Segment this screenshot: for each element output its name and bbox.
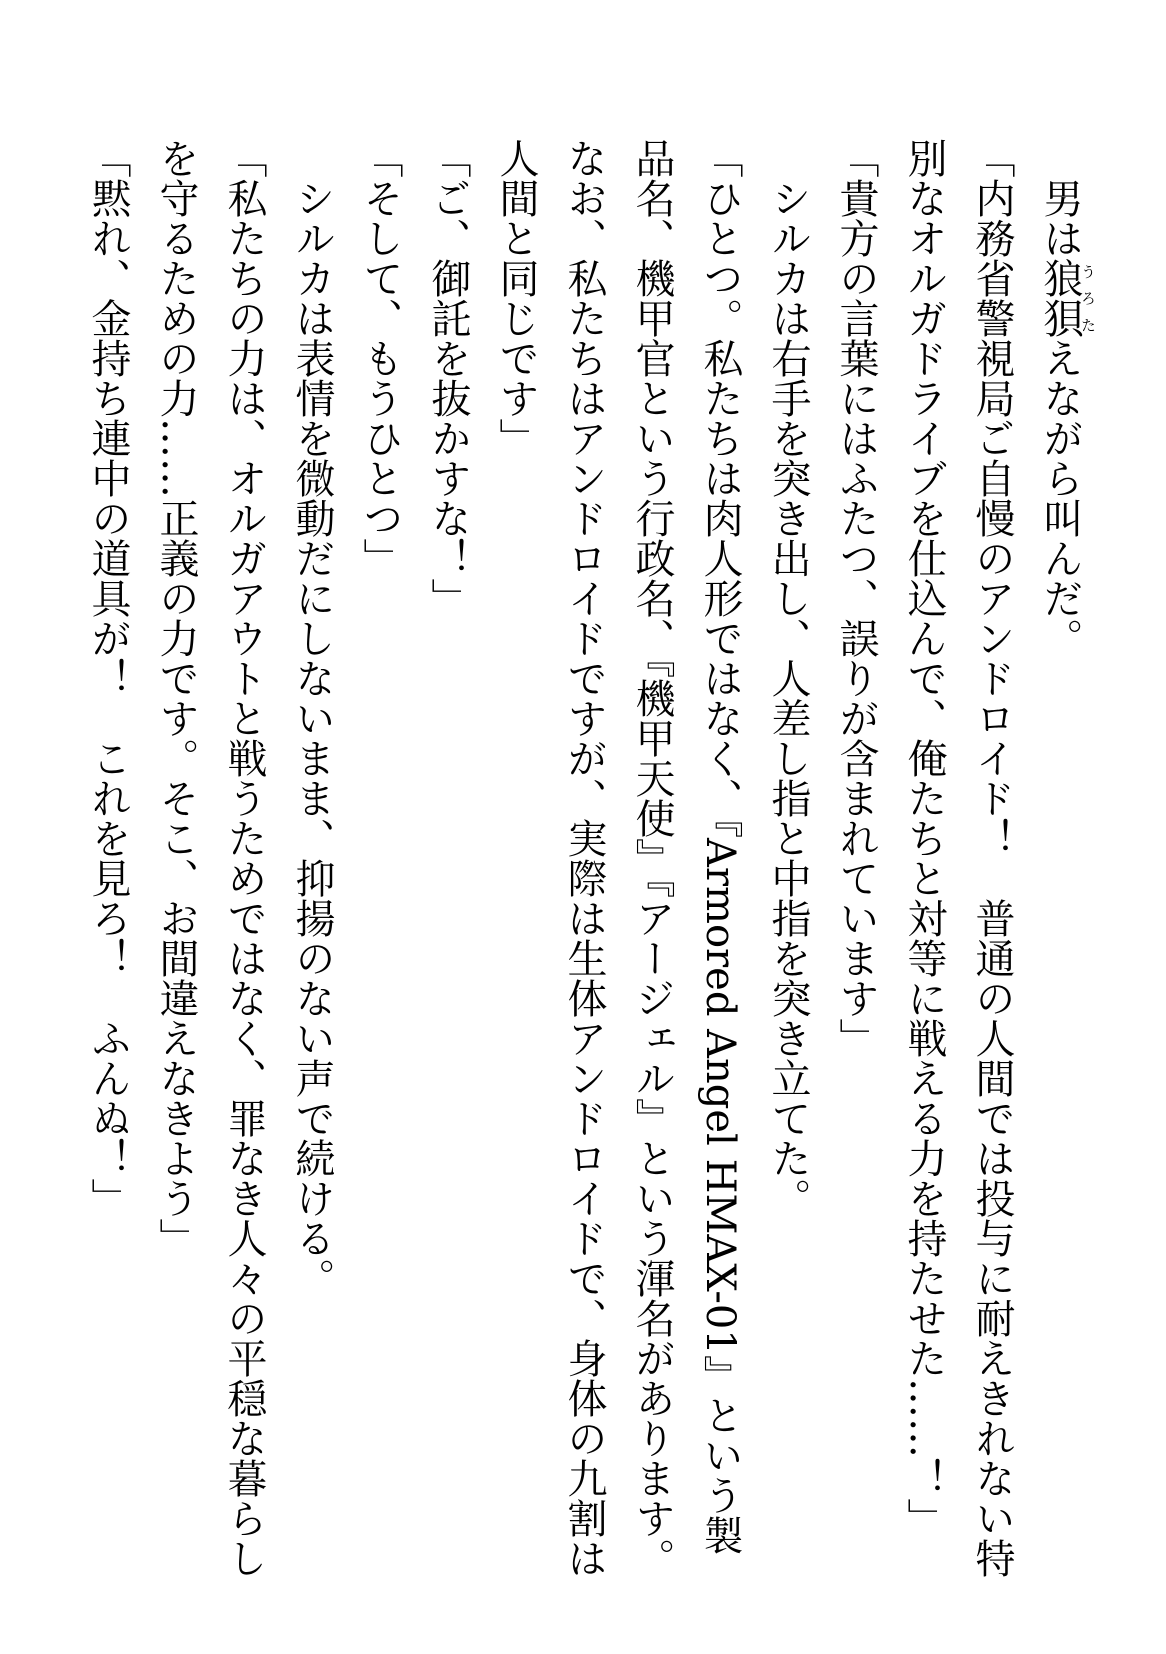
paragraph-8-narrative: シルカは表情を微動だにしないまま、抑揚のない声で続ける。 (289, 178, 335, 1298)
paragraph-5-dialogue: 「ひとつ。私たちは肉人形ではなく、『Armored Angel HMAX-01』という製品名、機甲官という行政名、『機甲天使』『アージェル』という渾名があります。なお、私たちはアンドロイドですが、実際は生体アンドロイドで、身体の九割は人間と同じです」 (493, 138, 743, 1578)
furigana-text: うろた (1079, 258, 1097, 338)
paragraph-10-dialogue: 「黙れ、金持ち連中の道具が！ これを見ろ！ ふんぬ！」 (85, 138, 131, 1218)
vertical-text-block (0, 138, 1096, 1578)
paragraph-2-dialogue: 「内務省警視局ご自慢のアンドロイド！ 普通の人間では投与に耐えきれない特別なオルガドライブを仕込んで、俺たちと対等に戦える力を持たせた……！」 (901, 138, 1015, 1578)
paragraph-6-dialogue: 「ご、御託を抜かすな！」 (425, 138, 471, 618)
paragraph-3-dialogue: 「貴方の言葉にはふたつ、誤りが含まれています」 (833, 138, 879, 1058)
paragraph-7-dialogue: 「そして、もうひとつ」 (357, 138, 403, 578)
paragraph-1-narrative: 男は狼狽うろたえながら叫んだ。 (1037, 178, 1097, 658)
paragraph-9-dialogue: 「私たちの力は、オルガアウトと戦うためではなく、罪なき人々の平穏な暮らしを守るための力……正義の力です。そこ、お間違えなきよう」 (153, 138, 267, 1578)
furigana-ruby: 狼狽うろた (1037, 258, 1097, 338)
paragraph-4-narrative: シルカは右手を突き出し、人差し指と中指を突き立てた。 (765, 178, 811, 1218)
